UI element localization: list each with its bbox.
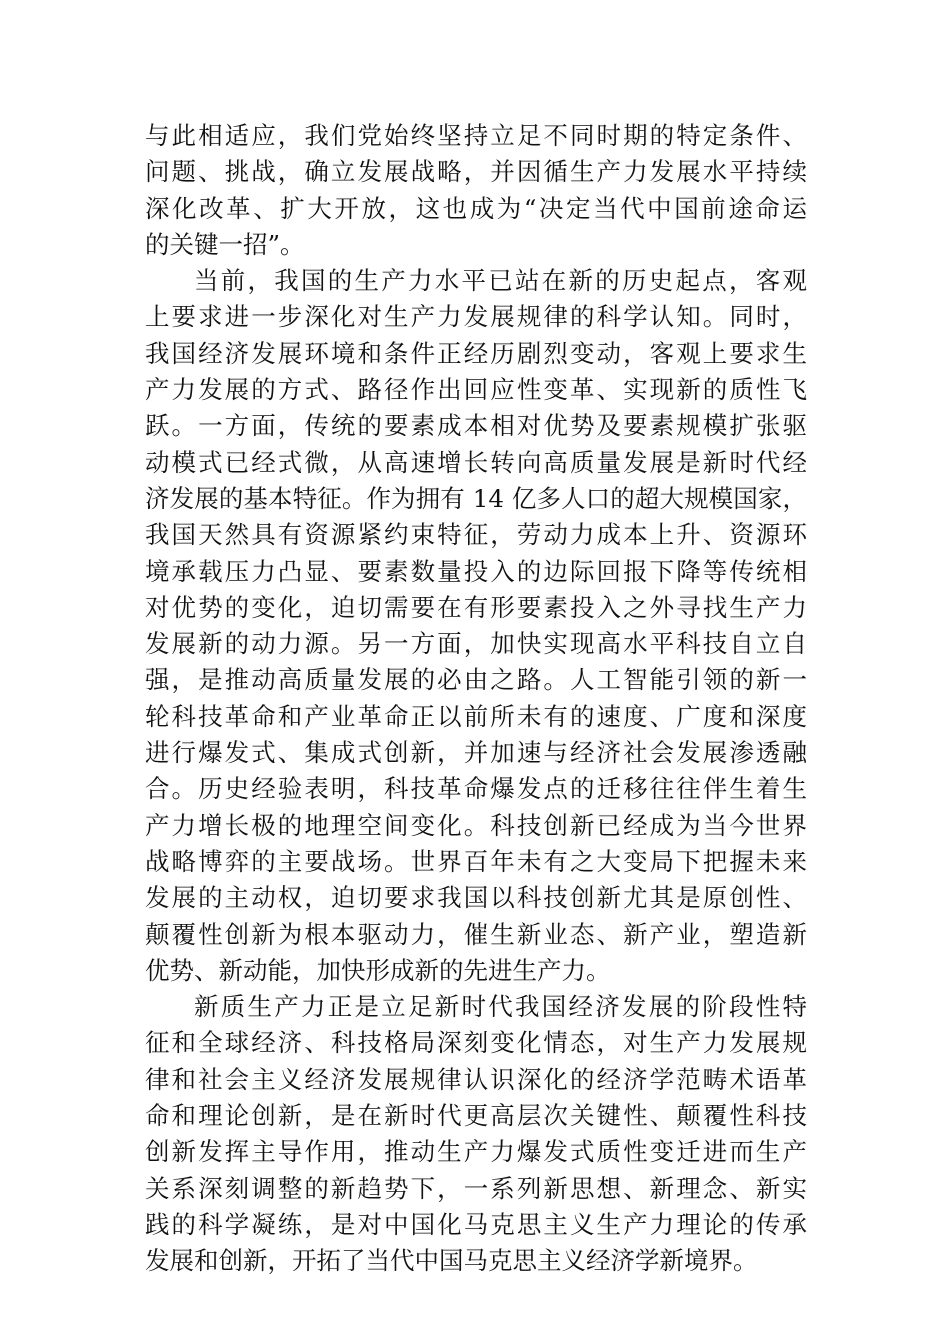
paragraph-2-line-7: 济发展的基本特征。作为拥有 14 亿多人口的超大规模国家， <box>145 483 807 513</box>
paragraph-2-line-3: 我国经济发展环境和条件正经历剧烈变动，客观上要求生 <box>145 338 807 368</box>
paragraph-2-line-11: 发展新的动力源。另一方面，加快实现高水平科技自立自 <box>145 629 807 659</box>
paragraph-3-line-8: 发展和创新，开拓了当代中国马克思主义经济学新境界。 <box>145 1246 758 1276</box>
paragraph-2-line-17: 战略博弈的主要战场。世界百年未有之大变局下把握未来 <box>145 846 807 876</box>
paragraph-2-line-2: 上要求进一步深化对生产力发展规律的科学认知。同时， <box>145 302 807 332</box>
paragraph-3-line-4: 命和理论创新，是在新时代更高层次关键性、颠覆性科技 <box>145 1101 807 1131</box>
paragraph-3-line-1: 新质生产力正是立足新时代我国经济发展的阶段性特 <box>194 992 807 1022</box>
paragraph-2-line-18: 发展的主动权，迫切要求我国以科技创新尤其是原创性、 <box>145 883 807 913</box>
paragraph-1-line-4: 的关键一招”。 <box>145 229 305 259</box>
paragraph-2-line-15: 合。历史经验表明，科技革命爆发点的迁移往往伴生着生 <box>145 774 807 804</box>
paragraph-2-line-6: 动模式已经式微，从高速增长转向高质量发展是新时代经 <box>145 447 807 477</box>
paragraph-2-line-5: 跃。一方面，传统的要素成本相对优势及要素规模扩张驱 <box>145 411 807 441</box>
paragraph-2-line-9: 境承载压力凸显、要素数量投入的边际回报下降等传统相 <box>145 556 807 586</box>
paragraph-3-line-3: 律和社会主义经济发展规律认识深化的经济学范畴术语革 <box>145 1064 807 1094</box>
paragraph-2-line-4: 产力发展的方式、路径作出回应性变革、实现新的质性飞 <box>145 375 807 405</box>
paragraph-2-line-12: 强，是推动高质量发展的必由之路。人工智能引领的新一 <box>145 665 807 695</box>
paragraph-2-line-14: 进行爆发式、集成式创新，并加速与经济社会发展渗透融 <box>145 738 807 768</box>
document-body <box>145 118 807 1280</box>
paragraph-2-line-13: 轮科技革命和产业革命正以前所未有的速度、广度和深度 <box>145 701 807 731</box>
paragraph-3-line-6: 关系深刻调整的新趋势下，一系列新思想、新理念、新实 <box>145 1173 807 1203</box>
paragraph-2-line-16: 产力增长极的地理空间变化。科技创新已经成为当今世界 <box>145 810 807 840</box>
paragraph-1-line-1: 与此相适应，我们党始终坚持立足不同时期的特定条件、 <box>145 121 807 150</box>
paragraph-3-line-7: 践的科学凝练，是对中国化马克思主义生产力理论的传承 <box>145 1209 807 1239</box>
paragraph-1-line-2: 问题、挑战，确立发展战略，并因循生产力发展水平持续 <box>145 157 807 187</box>
paragraph-2-line-10: 对优势的变化，迫切需要在有形要素投入之外寻找生产力 <box>145 592 807 622</box>
paragraph-3-line-2: 征和全球经济、科技格局深刻变化情态，对生产力发展规 <box>145 1028 807 1058</box>
paragraph-2-line-8: 我国天然具有资源紧约束特征，劳动力成本上升、资源环 <box>145 520 807 550</box>
paragraph-1-line-3: 深化改革、扩大开放，这也成为“决定当代中国前途命运 <box>145 193 807 223</box>
paragraph-3-line-5: 创新发挥主导作用，推动生产力爆发式质性变迁进而生产 <box>145 1137 807 1167</box>
paragraph-2-line-20: 优势、新动能，加快形成新的先进生产力。 <box>145 955 611 985</box>
paragraph-2-line-19: 颠覆性创新为根本驱动力，催生新业态、新产业，塑造新 <box>145 919 807 949</box>
paragraph-2-line-1: 当前，我国的生产力水平已站在新的历史起点，客观 <box>194 266 807 296</box>
